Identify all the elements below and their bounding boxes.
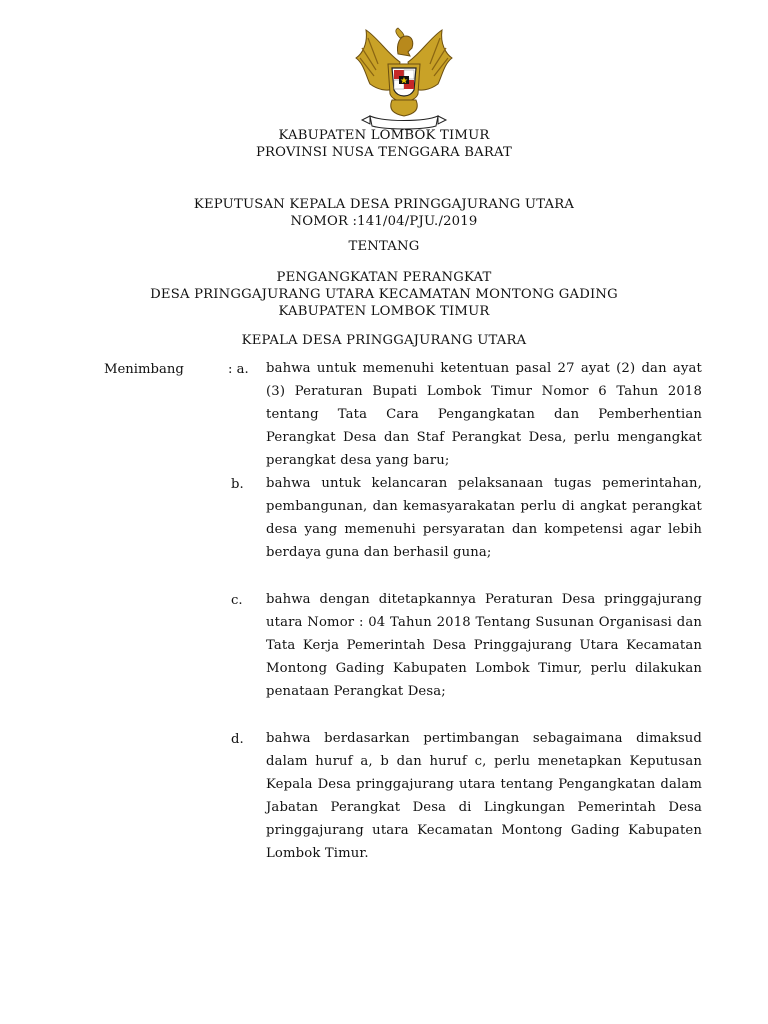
item-mark-a: : a. [228,362,249,377]
considering-item-c: bahwa dengan ditetapkannya Peraturan Desa pringgajurang utara Nomor : 04 Tahun 2018 Tentang Susunan Organisasi dan Tata Kerja Pemerintah Desa Pringgajurang Utara Kecamatan Montong Gading Kabupaten Lombok Timur, perlu dilakukan penataan Perangkat Desa; [266,592,702,699]
province-name: PROVINSI NUSA TENGGARA BARAT [255,145,513,160]
issuer-heading: KEPALA DESA PRINGGAJURANG UTARA [241,333,527,348]
subject-line-2: DESA PRINGGAJURANG UTARA KECAMATAN MONTONG GADING [150,287,618,302]
considering-label: Menimbang [104,362,184,377]
garuda-pancasila-emblem-icon [348,24,460,132]
item-mark-d: d. [231,732,244,747]
subject-line-1: PENGANGKATAN PERANGKAT [276,270,492,285]
considering-item-b: bahwa untuk kelancaran pelaksanaan tugas pemerintahan, pembangunan, dan kemasyarakatan perlu di angkat perangkat desa yang memenuhi persyaratan dan kompetensi agar lebih berdaya guna dan berhasil guna; [266,476,702,560]
subject-line-3: KABUPATEN LOMBOK TIMUR [278,304,490,319]
decree-title-block [0,196,768,230]
decree-number: NOMOR :141/04/PJU./2019 [290,214,478,229]
item-mark-b: b. [231,477,244,492]
considering-item-d: bahwa berdasarkan pertimbangan sebagaimana dimaksud dalam huruf a, b dan huruf c, perlu menetapkan Keputusan Kepala Desa pringgajurang utara tentang Pengangkatan dalam Jabatan Perangkat Desa di Lingkungan Pemerintah Desa pringgajurang utara Kecamatan Montong Gading Kabupaten Lombok Timur. [266,731,702,861]
decree-title: KEPUTUSAN KEPALA DESA PRINGGAJURANG UTARA [193,197,575,212]
about-label: TENTANG [348,239,420,254]
decree-subject [0,269,768,320]
header-block [0,127,768,161]
considering-item-a: bahwa untuk memenuhi ketentuan pasal 27 ayat (2) dan ayat (3) Peraturan Bupati Lombok Timur Nomor 6 Tahun 2018 tentang Tata Cara Pengangkatan dan Pemberhentian Perangkat Desa dan Staf Perangkat Desa, perlu mengangkat perangkat desa yang baru; [266,361,702,468]
regency-name: KABUPATEN LOMBOK TIMUR [278,128,490,143]
item-mark-c: c. [231,593,243,608]
